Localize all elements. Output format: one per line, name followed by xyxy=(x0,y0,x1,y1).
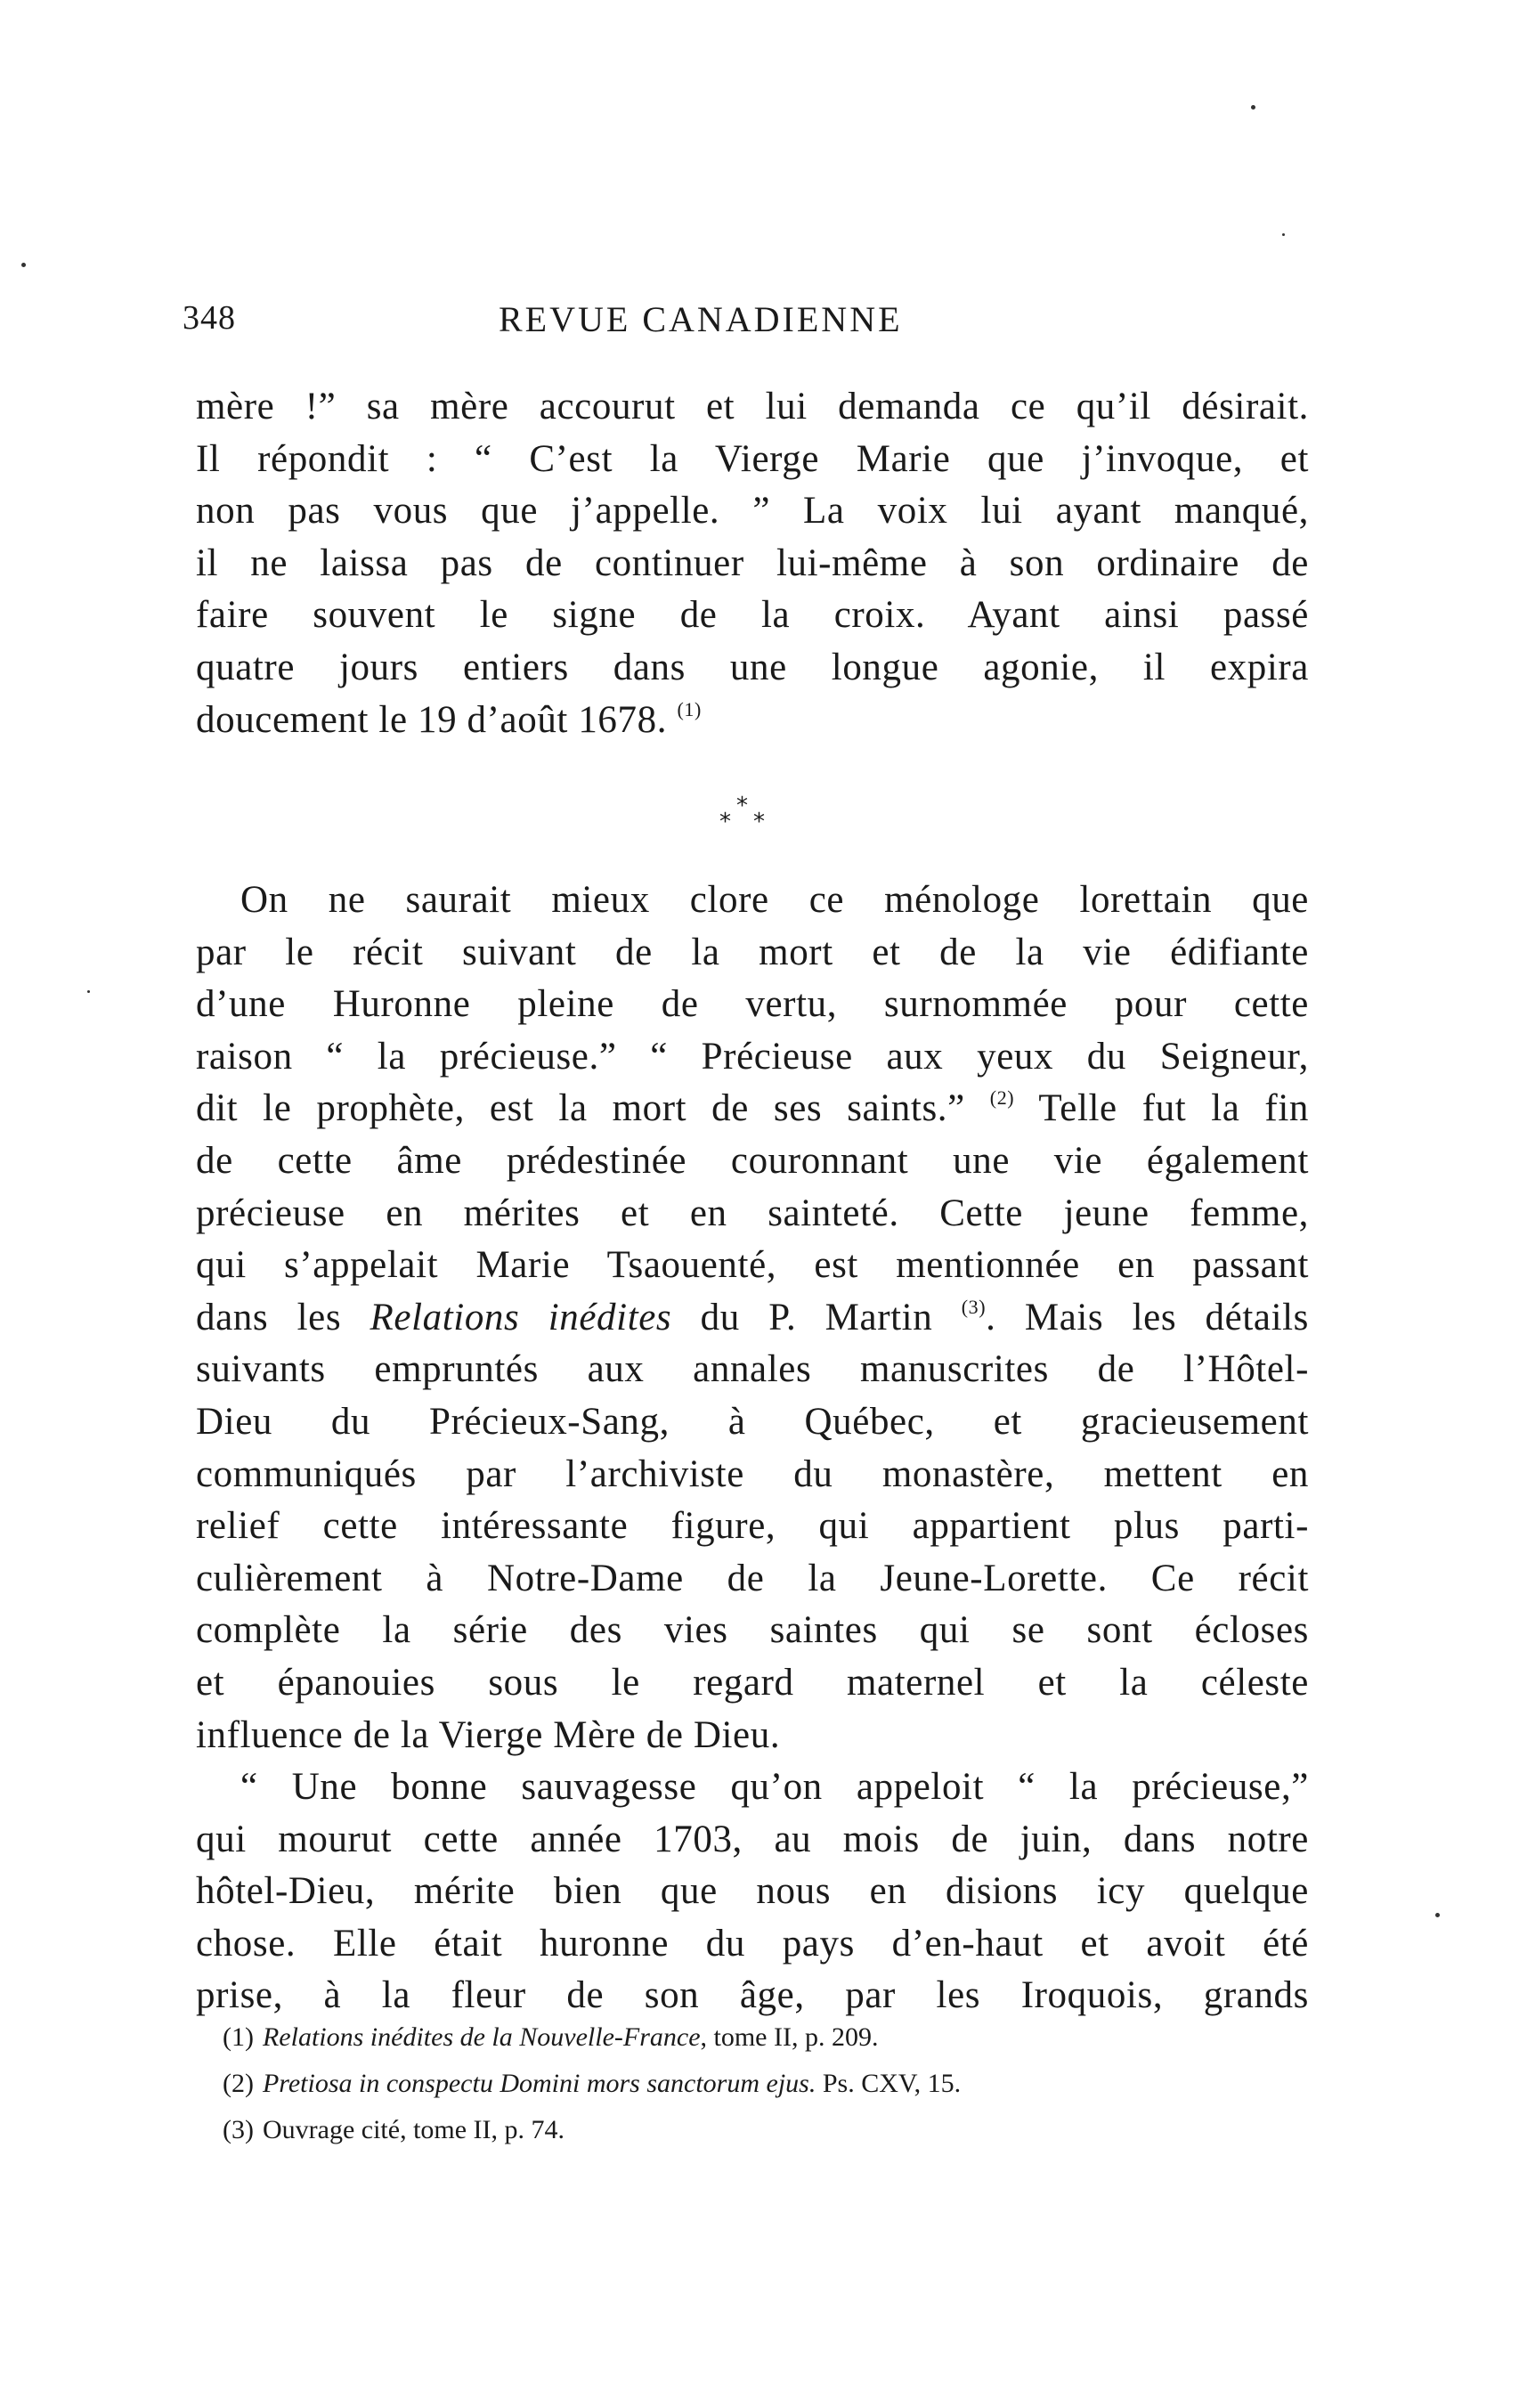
footnote-text: Ouvrage cité, tome II, p. 74. xyxy=(262,2115,565,2144)
text-line: quatre jours entiers dans une longue agonie, il expira xyxy=(196,646,1309,688)
footnote-1 xyxy=(223,2014,1291,2061)
line-text: du P. Martin xyxy=(671,1296,933,1338)
asterisk-right: * xyxy=(753,809,765,835)
text-line: hôtel-Dieu, mérite bien que nous en disions icy quelque xyxy=(196,1870,1309,1913)
print-speck xyxy=(1282,233,1285,236)
asterisk-left: * xyxy=(719,809,731,835)
text-line: chose. Elle était huronne du pays d’en-haut et avoit été xyxy=(196,1922,1309,1965)
text-line: par le récit suivant de la mort et de la vie édifiante xyxy=(196,931,1309,973)
line-text: Telle fut la fin xyxy=(1014,1087,1309,1130)
text-line: suivants empruntés aux annales manuscrites de l’Hôtel- xyxy=(196,1348,1309,1391)
print-speck xyxy=(1251,105,1255,110)
footnote-title: Relations inédites de la Nouvelle-France xyxy=(262,2022,701,2052)
footnote-number: (2) xyxy=(223,2069,254,2098)
footnote-title: Pretiosa in conspectu Domini mors sanctorum ejus. xyxy=(262,2069,816,2098)
text-line: complète la série des vies saintes qui se sont écloses xyxy=(196,1609,1309,1652)
running-title: REVUE CANADIENNE xyxy=(499,299,903,339)
asterisk-top: * xyxy=(736,793,748,819)
text-line: relief cette intéressante figure, qui appartient plus parti- xyxy=(196,1505,1309,1548)
footnote-text: Ps. CXV, 15. xyxy=(816,2069,962,2098)
italic-title: Relations inédites xyxy=(370,1296,672,1338)
line-text: doucement le 19 d’août 1678. xyxy=(196,698,668,741)
paragraph-2 xyxy=(196,875,1309,2022)
footnote-ref: (2) xyxy=(989,1086,1015,1110)
footnote-3 xyxy=(223,2107,1291,2153)
text-line: d’une Huronne pleine de vertu, surnommée pour cette xyxy=(196,983,1309,1026)
line-text: dans les xyxy=(196,1296,370,1338)
text-line: On ne saurait mieux clore ce ménologe lorettain que xyxy=(240,879,1309,921)
text-line: prise, à la fleur de son âge, par les Iroquois, grands xyxy=(196,1974,1309,2017)
text-line: mère !” sa mère accourut et lui demanda ce qu’il désirait. xyxy=(196,386,1309,427)
text-line: il ne laissa pas de continuer lui-même à son ordinaire de xyxy=(196,541,1309,584)
text-line xyxy=(196,1083,1309,1135)
text-line: communiqués par l’archiviste du monastère, mettent en xyxy=(196,1452,1309,1495)
text-line: Il répondit : “ C’est la Vierge Marie que j’invoque, et xyxy=(196,437,1309,480)
footnotes xyxy=(223,2014,1291,2153)
text-line: et épanouies sous le regard maternel et la céleste xyxy=(196,1661,1309,1704)
text-line: de cette âme prédestinée couronnant une vie également xyxy=(196,1139,1309,1182)
footnote-number: (3) xyxy=(223,2115,254,2144)
text-line: Dieu du Précieux-Sang, à Québec, et gracieusement xyxy=(196,1400,1309,1443)
text-line: “ Une bonne sauvagesse qu’on appeloit “ la précieuse,” xyxy=(240,1766,1309,1809)
footnote-2 xyxy=(223,2061,1291,2107)
text-line xyxy=(196,695,1309,747)
text-line: influence de la Vierge Mère de Dieu. xyxy=(196,1713,781,1756)
text-line xyxy=(196,1292,1309,1345)
text-line: qui mourut cette année 1703, au mois de juin, dans notre xyxy=(196,1818,1309,1860)
text-line: culièrement à Notre-Dame de la Jeune-Lorette. Ce récit xyxy=(196,1557,1309,1599)
text-line: faire souvent le signe de la croix. Ayant ainsi passé xyxy=(196,594,1309,637)
footnote-number: (1) xyxy=(223,2022,254,2052)
footnote-ref: (3) xyxy=(961,1295,987,1318)
footnote-ref: (1) xyxy=(677,697,702,720)
line-text: . Mais les détails xyxy=(986,1296,1309,1338)
text-line: précieuse en mérites et en sainteté. Cette jeune femme, xyxy=(196,1192,1309,1234)
text-line: qui s’appelait Marie Tsaouenté, est mentionnée en passant xyxy=(196,1244,1309,1287)
page-number: 348 xyxy=(183,299,236,337)
section-separator xyxy=(712,794,775,848)
print-speck xyxy=(1435,1913,1440,1917)
print-speck xyxy=(87,990,90,993)
print-speck xyxy=(21,263,26,267)
footnote-text: , tome II, p. 209. xyxy=(700,2022,879,2052)
paragraph-1 xyxy=(196,381,1309,746)
line-text: dit le prophète, est la mort de ses saints.” xyxy=(196,1087,965,1130)
text-line: raison “ la précieuse.” “ Précieuse aux yeux du Seigneur, xyxy=(196,1035,1309,1078)
text-line: non pas vous que j’appelle. ” La voix lui ayant manqué, xyxy=(196,490,1309,533)
page-header xyxy=(183,298,1312,352)
